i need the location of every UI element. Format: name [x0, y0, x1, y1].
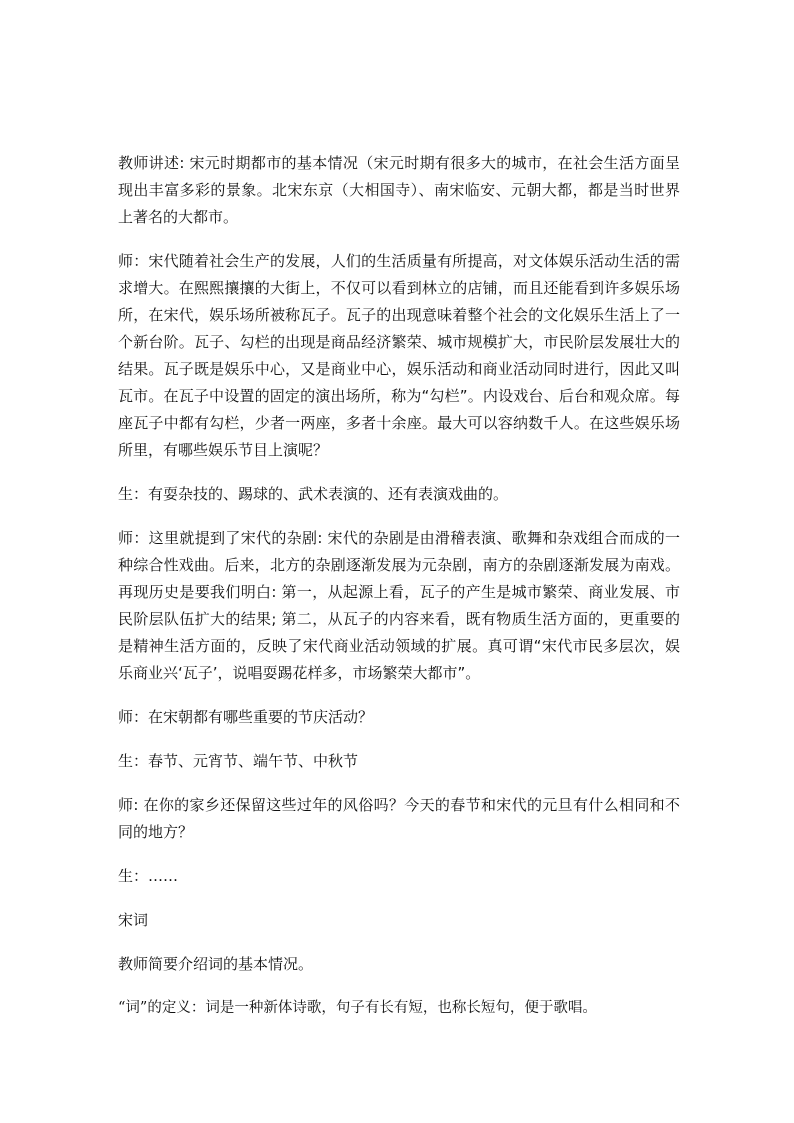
document-body: [118, 150, 680, 1039]
paragraph-city-overview: 教师讲述: 宋元时期都市的基本情况（宋元时期有很多大的城市，在社会生活方面呈现出丰富多彩的景象。北宋东京（大相国寺）、南宋临安、元朝大都，都是当时世界上著名的大都市。: [118, 154, 680, 226]
paragraph-festival-question: 师：在宋朝都有哪些重要的节庆活动？: [118, 708, 374, 726]
paragraph-ci-intro: 教师简要介绍词的基本情况。: [118, 955, 314, 973]
paragraph-festival-answer: 生：春节、元宵节、端午节、中秋节: [118, 752, 359, 770]
paragraph-ci-definition: “词”的定义：词是一种新体诗歌，句子有长有短，也称长短句，便于歌唱。: [118, 1000, 597, 1016]
section-heading-songci: 宋词: [118, 911, 149, 929]
paragraph-student-ellipsis: 生：……: [118, 867, 179, 885]
paragraph-zaju-explanation: 师：这里就提到了宋代的杂剧: 宋代的杂剧是由滑稽表演、歌舞和杂戏组合而成的一种综合性戏曲。后来，北方的杂剧逐渐发展为元杂剧，南方的杂剧逐渐发展为南戏。再现历史是要我们明白: 第一，从起源上看，瓦子的产生是城市繁荣、商业发展、市民阶层队伍扩大的结果; 第二，从瓦子的内容来看，既有物质生活方面的，更重要的是精神生活方面的，反映了宋代商业活动领域的扩展。真可谓“宋代市民多层次，娱乐商业兴‘瓦子’，说唱耍踢花样多，市场繁荣大都市”。: [118, 529, 680, 682]
paragraph-hometown-question: 师: 在你的家乡还保留这些过年的风俗吗？今天的春节和宋代的元旦有什么相同和不同的地方？: [118, 796, 680, 841]
paragraph-student-answer-programs: 生：有耍杂技的、踢球的、武术表演的、还有表演戏曲的。: [118, 485, 509, 503]
paragraph-wazi-entertainment: 师：宋代随着社会生产的发展，人们的生活质量有所提高，对文体娱乐活动生活的需求增大。在熙熙攘攘的大街上，不仅可以看到林立的店铺，而且还能看到许多娱乐场所，在宋代，娱乐场所被称瓦子。瓦子的出现意味着整个社会的文化娱乐生活上了一个新台阶。瓦子、勾栏的出现是商品经济繁荣、城市规模扩大，市民阶层发展壮大的结果。瓦子既是娱乐中心，又是商业中心，娱乐活动和商业活动同时进行，因此又叫瓦市。在瓦子中设置的固定的演出场所，称为“勾栏”。内设戏台、后台和观众席。每座瓦子中都有勾栏，少者一两座，多者十余座。最大可以容纳数千人。在这些娱乐场所里，有哪些娱乐节目上演呢？: [118, 252, 680, 459]
